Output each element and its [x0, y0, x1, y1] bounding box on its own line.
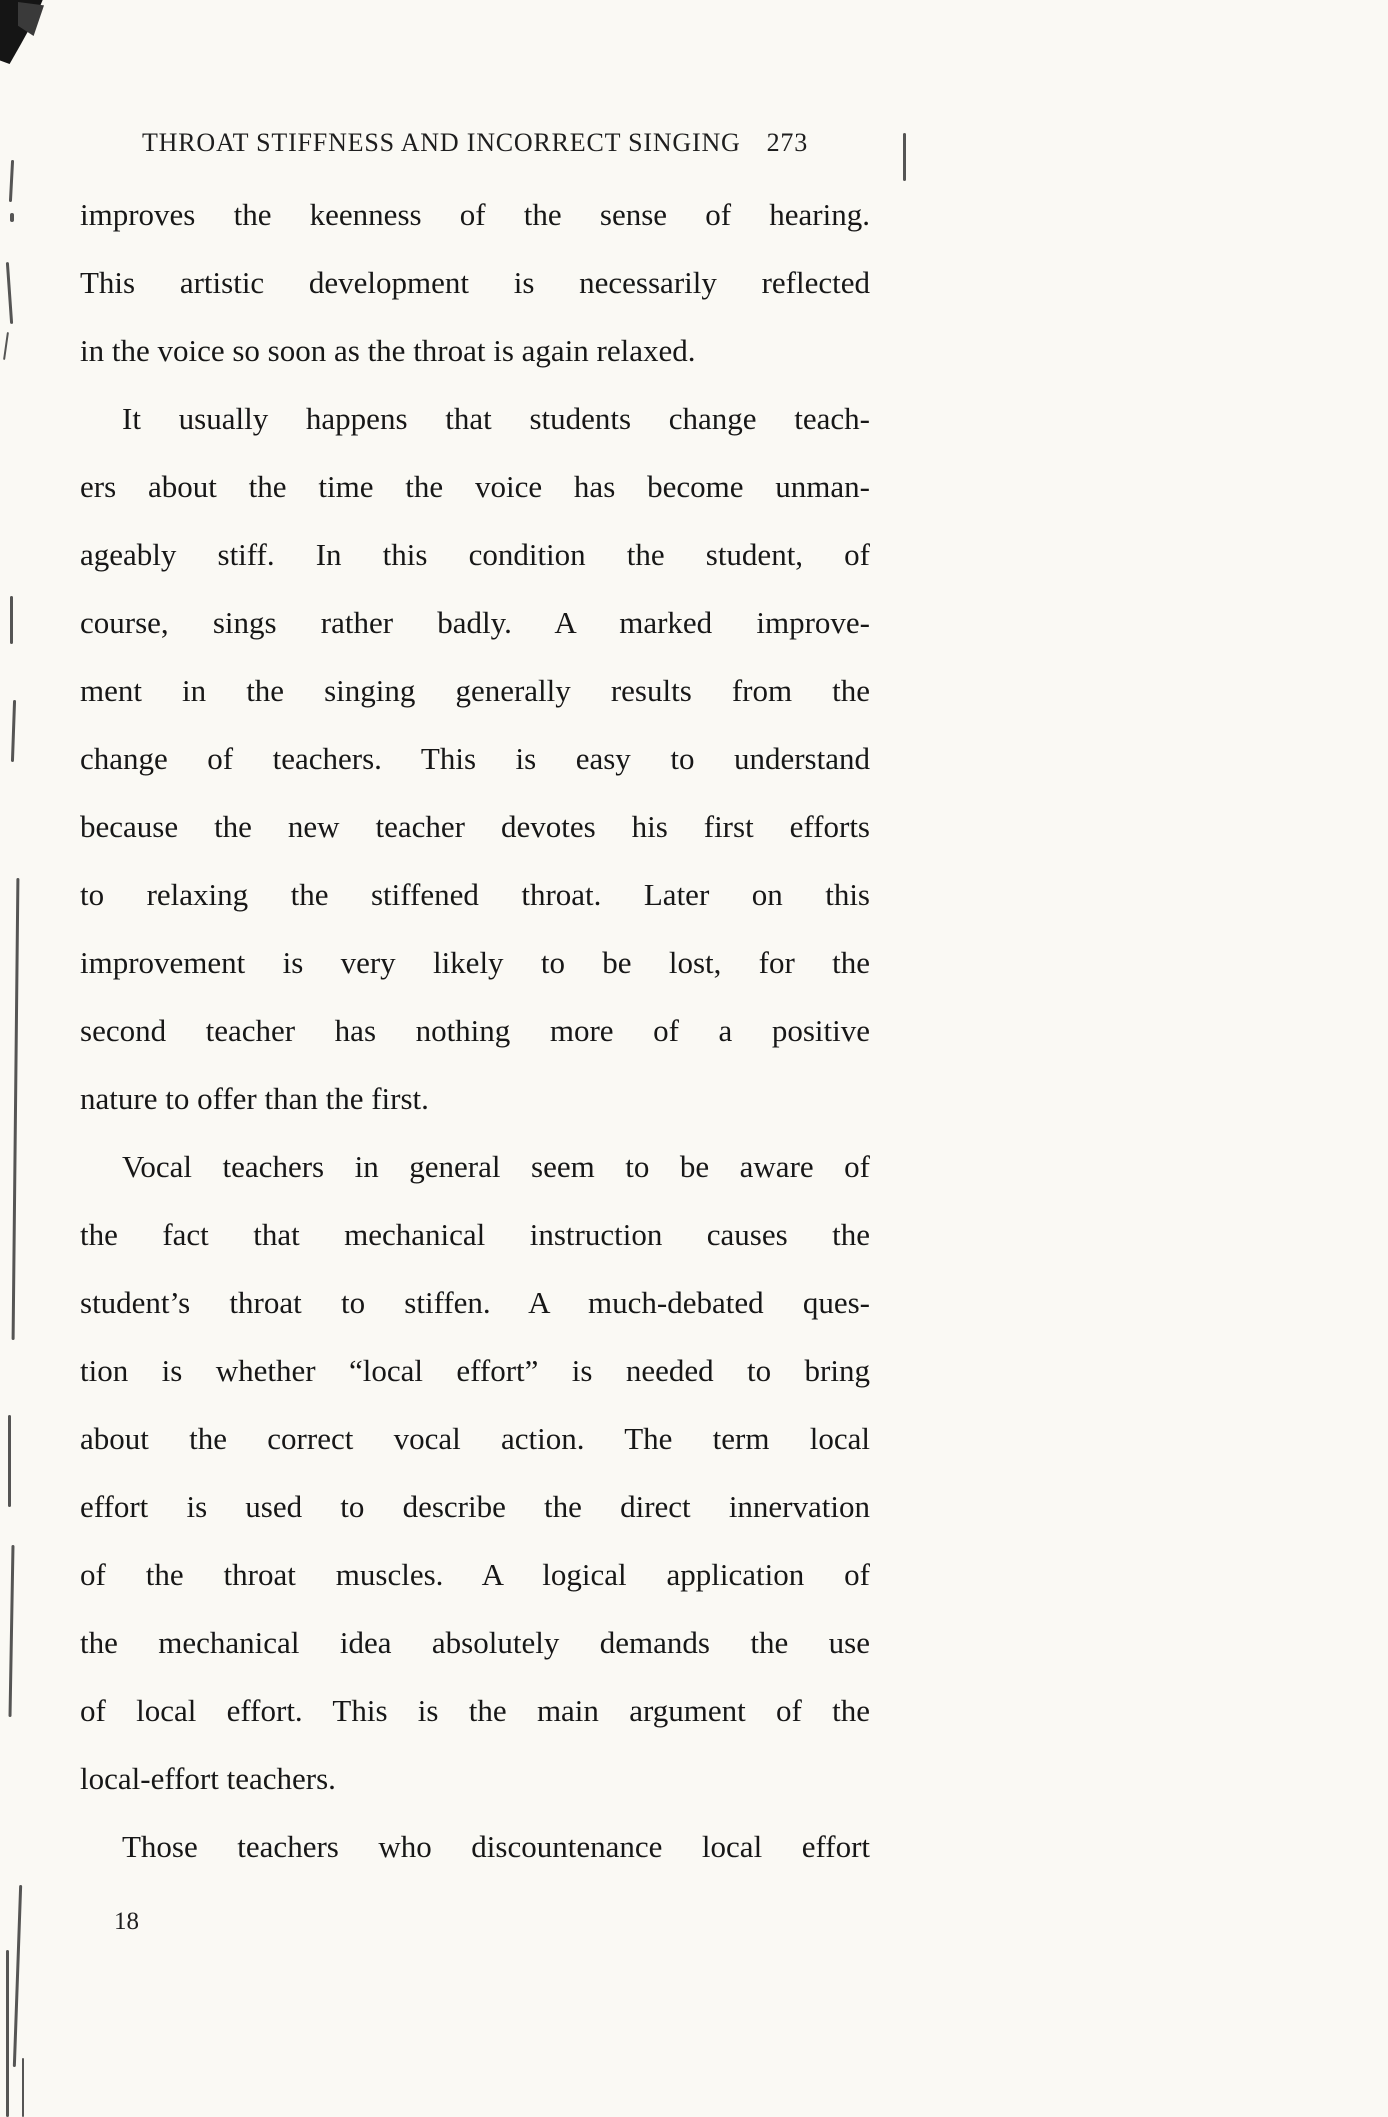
text-line: local-effort teachers.: [80, 1761, 336, 1796]
scan-mark: [6, 1950, 9, 2117]
text-line: the fact that mechanical instruction causes the: [80, 1217, 870, 1252]
scan-mark: [903, 133, 906, 181]
text-line: This artistic development is necessarily reflected: [80, 265, 870, 300]
scan-mark: [10, 213, 14, 222]
scan-mark: [11, 700, 16, 762]
scan-mark: [9, 160, 14, 202]
text-line: nature to offer than the first.: [80, 1081, 429, 1116]
scan-mark: [6, 262, 13, 324]
text-line: to relaxing the stiffened throat. Later on this: [80, 877, 870, 912]
text-block: [80, 181, 870, 1881]
text-line: ers about the time the voice has become unman-: [80, 469, 870, 504]
scan-mark: [10, 596, 13, 644]
scan-mark: [22, 2058, 24, 2117]
text-line: It usually happens that students change teach-: [122, 401, 870, 436]
scan-mark: [13, 1885, 22, 2067]
text-line: change of teachers. This is easy to understand: [80, 741, 870, 776]
text-line: ment in the singing generally results from the: [80, 673, 870, 708]
page-header: [80, 128, 870, 158]
text-line: the mechanical idea absolutely demands the use: [80, 1625, 870, 1660]
text-line: of local effort. This is the main argument of the: [80, 1693, 870, 1728]
text-line: in the voice so soon as the throat is again relaxed.: [80, 333, 696, 368]
scan-mark: [12, 878, 20, 1340]
text-line: of the throat muscles. A logical application of: [80, 1557, 870, 1592]
text-line: Those teachers who discountenance local effort: [122, 1829, 870, 1864]
text-line: ageably stiff. In this condition the student, of: [80, 537, 870, 572]
text-line: because the new teacher devotes his first efforts: [80, 809, 870, 844]
text-line: Vocal teachers in general seem to be aware of: [122, 1149, 870, 1184]
text-line: improves the keenness of the sense of hearing.: [80, 197, 870, 232]
text-line: about the correct vocal action. The term local: [80, 1421, 870, 1456]
scan-mark: [8, 1415, 11, 1507]
signature-number: 18: [114, 1908, 139, 1935]
running-title: THROAT STIFFNESS AND INCORRECT SINGING: [141, 128, 741, 157]
scan-mark: [8, 1545, 14, 1717]
scan-mark: [3, 332, 9, 360]
text-line: improvement is very likely to be lost, for the: [80, 945, 870, 980]
text-line: course, sings rather badly. A marked improve-: [80, 605, 870, 640]
text-line: student’s throat to stiffen. A much-debated ques-: [80, 1285, 870, 1320]
page-number: 273: [766, 128, 809, 157]
text-line: effort is used to describe the direct innervation: [80, 1489, 870, 1524]
text-line: tion is whether “local effort” is needed to bring: [80, 1353, 870, 1388]
text-line: second teacher has nothing more of a positive: [80, 1013, 870, 1048]
